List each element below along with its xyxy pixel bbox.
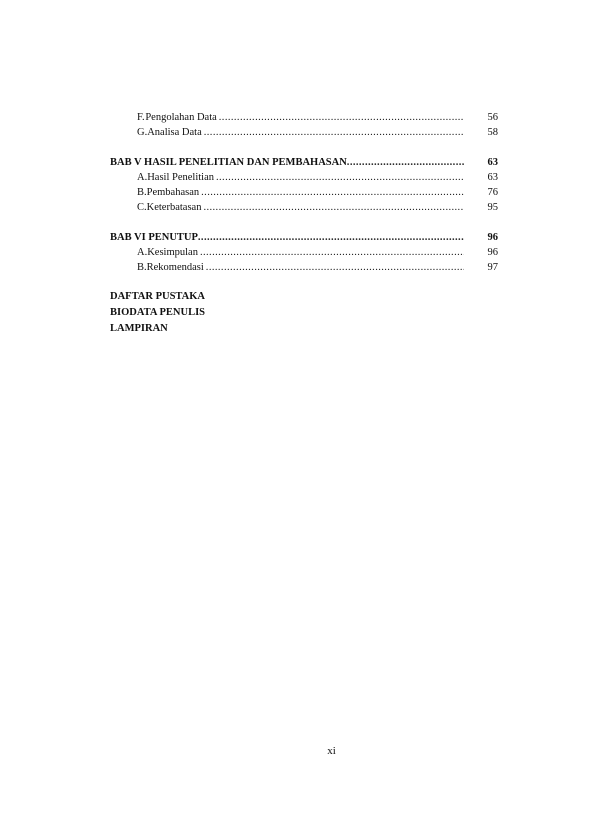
dot-leader <box>219 110 464 125</box>
toc-item-page: 96 <box>487 247 498 258</box>
toc-item-letter: G. <box>137 127 148 138</box>
toc-item-page: 58 <box>487 127 498 138</box>
toc-item-keterbatasan <box>110 200 498 215</box>
section-gap <box>110 275 498 289</box>
toc-item-page: 63 <box>487 172 498 183</box>
toc-item-page: 95 <box>487 202 498 213</box>
toc-item-title: Analisa Data <box>147 127 202 138</box>
toc-item-page: 97 <box>487 262 498 273</box>
toc-item-title: Kesimpulan <box>147 247 198 258</box>
toc-item-title: Keterbatasan <box>146 202 202 213</box>
toc-item-analisa-data <box>110 125 498 140</box>
toc-biodata-penulis: BIODATA PENULIS <box>110 307 206 318</box>
toc-item-letter: A. <box>137 172 148 183</box>
toc-item-letter: B. <box>137 187 147 198</box>
dot-leader <box>200 245 464 260</box>
toc-item-letter: F. <box>137 112 145 123</box>
toc-item-letter: A. <box>137 247 148 258</box>
toc-daftar-pustaka: DAFTAR PUSTAKA <box>110 291 205 302</box>
toc-chapter-page: 63 <box>487 157 498 168</box>
dot-leader <box>216 170 464 185</box>
dot-leader <box>203 200 464 215</box>
toc-item-page: 76 <box>487 187 498 198</box>
toc-item-letter: B. <box>137 262 147 273</box>
toc-item-rekomendasi <box>110 260 498 275</box>
dot-leader <box>204 125 464 140</box>
toc-item-letter: C. <box>137 202 147 213</box>
table-of-contents <box>110 110 498 337</box>
toc-item-pembahasan <box>110 185 498 200</box>
dot-leader <box>201 185 464 200</box>
toc-chapter-page: 96 <box>487 232 498 243</box>
toc-item-title: Hasil Penelitian <box>147 172 214 183</box>
toc-item-pengolahan-data <box>110 110 498 125</box>
toc-lampiran: LAMPIRAN <box>110 323 168 334</box>
toc-item-title: Pembahasan <box>146 187 200 198</box>
toc-item-title: Pengolahan Data <box>145 112 217 123</box>
dot-leader <box>198 230 464 245</box>
toc-item-title: Rekomendasi <box>146 262 204 273</box>
toc-item-page: 56 <box>487 112 498 123</box>
page-number: xi <box>327 745 336 757</box>
toc-chapter-5 <box>110 155 498 170</box>
dot-leader <box>206 260 464 275</box>
toc-item-kesimpulan <box>110 245 498 260</box>
toc-item-hasil-penelitian <box>110 170 498 185</box>
toc-chapter-title: BAB VI PENUTUP <box>110 232 198 243</box>
dot-leader <box>347 155 464 170</box>
toc-chapter-6 <box>110 230 498 245</box>
toc-chapter-title: BAB V HASIL PENELITIAN DAN PEMBAHASAN <box>110 157 347 168</box>
